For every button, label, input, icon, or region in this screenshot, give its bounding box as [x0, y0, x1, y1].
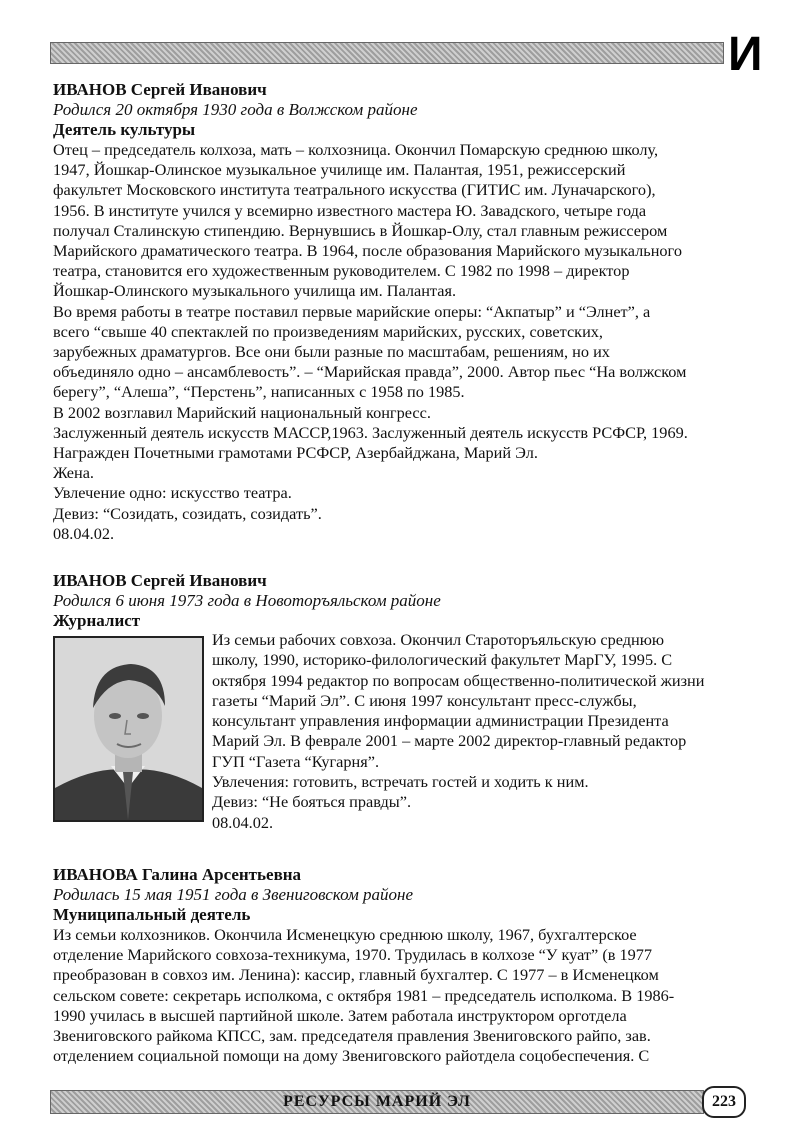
text-line: Жена.: [53, 463, 94, 483]
entry-name: ИВАНОВ Сергей Иванович: [53, 571, 267, 590]
text-line: Девиз: “Не бояться правды”.: [212, 792, 412, 812]
portrait-photo: [53, 636, 204, 822]
entry-profession: Муниципальный деятель: [53, 905, 251, 924]
entry-3: [53, 865, 753, 1066]
text-line: Заслуженный деятель искусств МАССР,1963. Заслуженный деятель искусств РСФСР, 1969.: [53, 422, 688, 442]
text-line: получал Сталинскую стипендию. Вернувшись в Йошкар-Олу, стал главным режиссером: [53, 220, 668, 240]
text-line: октября 1994 редактор по вопросам общественно-политической жизни: [212, 670, 705, 690]
text-line: Марий Эл. В феврале 2001 – марте 2002 директор-главный редактор: [212, 731, 687, 751]
entry-2: [53, 571, 753, 631]
text-line: Увлечение одно: искусство театра.: [53, 483, 292, 503]
text-line: 1947, Йошкар-Олинское музыкальное училище им. Палантая, 1951, режиссерский: [53, 160, 626, 180]
page-number: 223: [702, 1086, 746, 1118]
text-line: ГУП “Газета “Кугарня”.: [212, 751, 380, 771]
text-line: школу, 1990, историко-филологический факультет МарГУ, 1995. С: [212, 650, 673, 670]
entry-1: [53, 80, 753, 544]
footer-band: [50, 1090, 704, 1114]
text-line: В 2002 возглавил Марийский национальный конгресс.: [53, 402, 431, 422]
entry-birth: Родился 6 июня 1973 года в Новоторъяльском районе: [53, 591, 441, 610]
text-line: 08.04.02.: [212, 812, 274, 832]
text-line: газеты “Марий Эл”. С июня 1997 консультант пресс-службы,: [212, 690, 637, 710]
entry-name: ИВАНОВА Галина Арсентьевна: [53, 865, 302, 884]
text-line: факультет Московского института театрального искусства (ГИТИС им. Луначарского),: [53, 180, 656, 200]
text-line: Звениговского райкома КПСС, зам. председателя правления Звениговского райпо, зав.: [53, 1026, 651, 1046]
text-line: сельском совете: секретарь исполкома, с октября 1981 – председатель исполкома. В 1986-: [53, 985, 675, 1005]
text-line: Из семьи колхозников. Окончила Исменецкую среднюю школу, 1967, бухгалтерское: [53, 925, 637, 944]
text-line: 1990 училась в высшей партийной школе. Затем работала инструктором орготдела: [53, 1005, 627, 1025]
text-line: Девиз: “Созидать, созидать, созидать”.: [53, 503, 322, 523]
text-line: отделением социальной помощи на дому Звениговского райотдела соцобеспечения. С: [53, 1046, 650, 1066]
text-line: 08.04.02.: [53, 523, 115, 543]
text-line: Йошкар-Олинского музыкального училища им. Палантая.: [53, 281, 457, 301]
text-line: 1956. В институте учился у всемирно известного мастера Ю. Завадского, четыре года: [53, 200, 647, 220]
entry-name: ИВАНОВ Сергей Иванович: [53, 80, 267, 99]
text-line: отделение Марийского совхоза-техникума, 1970. Трудилась в колхозе “У куат” (в 1977: [53, 945, 653, 965]
text-line: объединяло одно – ансамблевость”. – “Марийская правда”, 2000. Автор пьес “На волжском: [53, 362, 687, 382]
entry-profession: Журналист: [53, 611, 141, 630]
text-line: Из семьи рабочих совхоза. Окончил Староторъяльскую среднюю: [212, 630, 665, 649]
text-line: Награжден Почетными грамотами РСФСР, Азербайджана, Марий Эл.: [53, 443, 538, 463]
text-line: преобразован в совхоз им. Ленина): кассир, главный бухгалтер. С 1977 – в Исменецком: [53, 965, 659, 985]
entry-birth: Родилась 15 мая 1951 года в Звениговском районе: [53, 885, 414, 904]
index-letter: И: [728, 28, 763, 81]
entry-2-text: [212, 630, 757, 833]
text-line: Увлечения: готовить, встречать гостей и ходить к ним.: [212, 772, 589, 792]
header-decorative-band: [50, 42, 724, 64]
text-line: театра, становится его художественным руководителем. С 1982 по 1998 – директор: [53, 261, 630, 281]
text-line: Во время работы в театре поставил первые марийские оперы: “Акпатыр” и “Элнет”, а: [53, 301, 651, 321]
text-line: консультант управления информации администрации Президента: [212, 711, 669, 731]
text-line: Отец – председатель колхоза, мать – колхозница. Окончил Помарскую среднюю школу,: [53, 140, 659, 159]
entry-profession: Деятель культуры: [53, 120, 196, 139]
text-line: зарубежных драматургов. Все они были разные по масштабам, решениям, но их: [53, 342, 610, 362]
entry-birth: Родился 20 октября 1930 года в Волжском районе: [53, 100, 418, 119]
text-line: всего “свыше 40 спектаклей по произведениям марийских, русских, советских,: [53, 321, 604, 341]
text-line: Марийского драматического театра. В 1964, после образования Марийского музыкального: [53, 241, 682, 261]
footer-title: РЕСУРСЫ МАРИЙ ЭЛ: [283, 1093, 471, 1110]
text-line: берегу”, “Алеша”, “Перстень”, написанных с 1958 по 1985.: [53, 382, 465, 402]
